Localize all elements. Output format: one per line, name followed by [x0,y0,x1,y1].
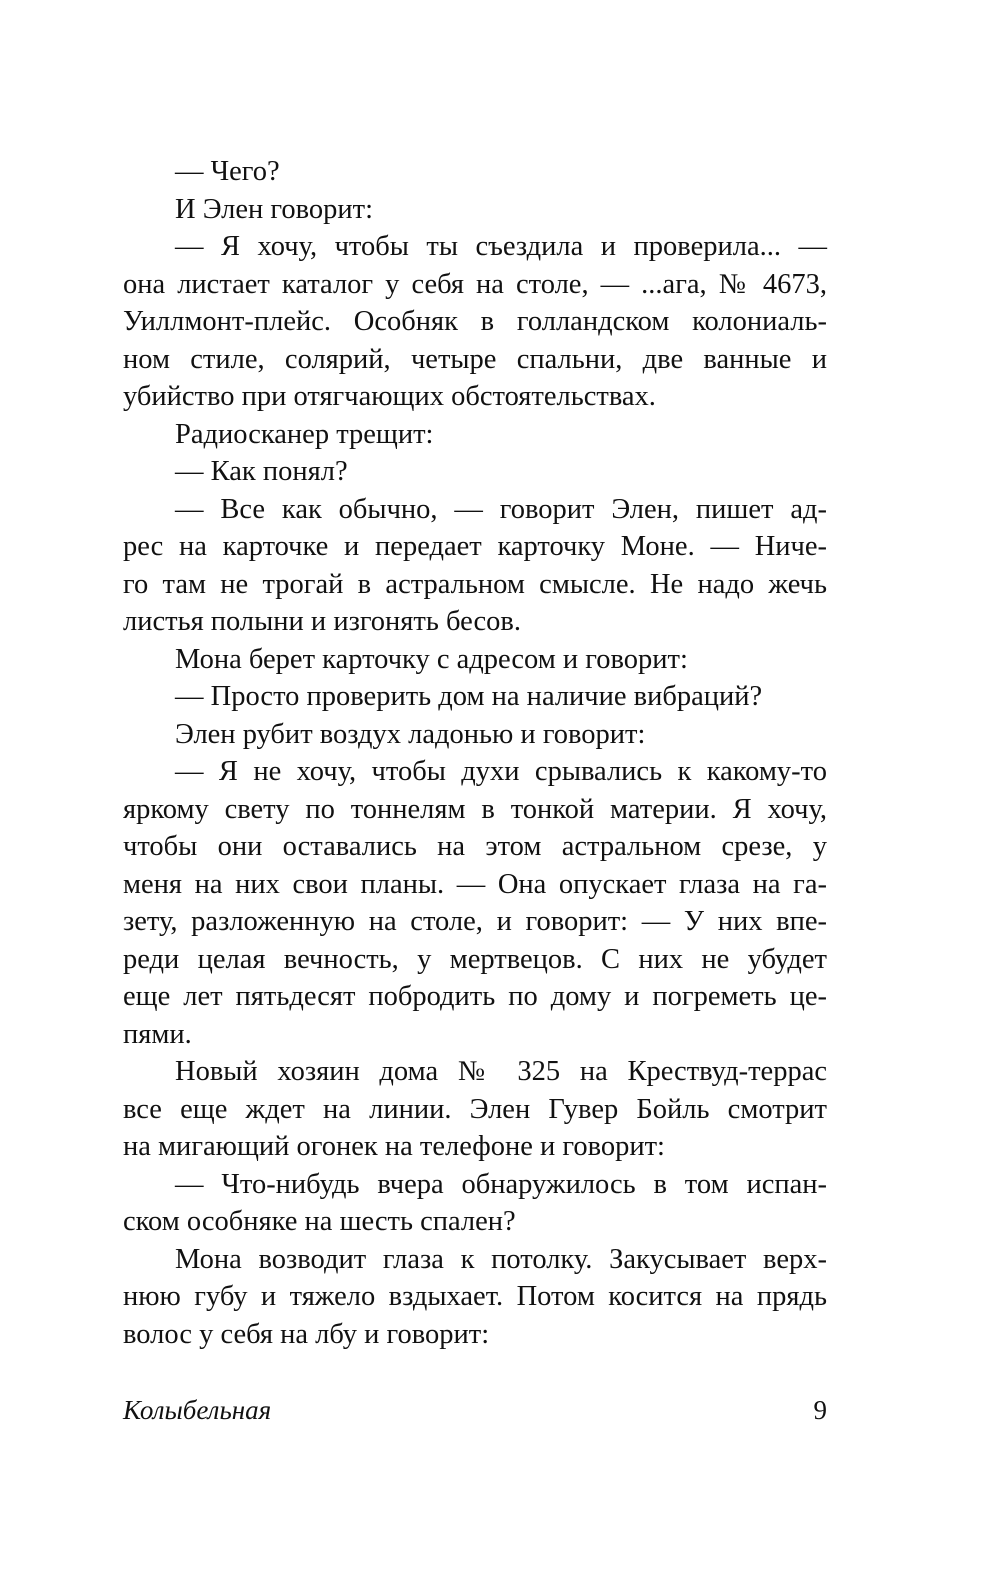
text-line: го там не трогай в астральном смысле. Не надо жечь [123,568,827,600]
text-line: волос у себя на лбу и говорит: [123,1318,490,1350]
text-line: — Что-нибудь вчера обнаружилось в том испан- [175,1168,827,1200]
body-text [123,153,827,1353]
text-line: Элен рубит воздух ладонью и говорит: [175,718,646,750]
text-line: чтобы они оставались на этом астральном срезе, у [123,831,827,862]
text-line: — Я не хочу, чтобы духи срывались к какому-то [175,756,827,787]
text-line: меня на них свои планы. — Она опускает глаза на га- [123,868,827,900]
text-line: реди целая вечность, у мертвецов. С них не убудет [123,943,827,975]
text-line: убийство при отягчающих обстоятельствах. [123,381,656,412]
text-line: — Я хочу, чтобы ты съездила и проверила... — [175,231,827,262]
text-line: зету, разложенную на столе, и говорит: — У них впе- [123,906,827,937]
text-line: на мигающий огонек на телефоне и говорит: [123,1131,665,1162]
page-number: 9 [813,1395,827,1425]
text-line: рес на карточке и передает карточку Моне. — Ниче- [123,531,827,562]
text-line: — Все как обычно, — говорит Элен, пишет ад- [175,493,827,525]
text-line: — Чего? [175,156,280,187]
text-line: Новый хозяин дома № 325 на Крествуд-террас [175,1056,827,1087]
text-line: пями. [123,1018,192,1050]
text-line: Мона берет карточку с адресом и говорит: [175,643,688,675]
text-line: — Просто проверить дом на наличие вибраций? [175,681,763,712]
text-line: все еще ждет на линии. Элен Гувер Бойль смотрит [123,1093,827,1125]
text-line: нюю губу и тяжело вздыхает. Потом косится на прядь [123,1281,827,1312]
text-line: листья полыни и изгонять бесов. [123,606,521,637]
text-line: еще лет пятьдесят побродить по дому и погреметь це- [123,981,827,1012]
page-footer [123,1390,827,1430]
text-line: ском особняке на шесть спален? [123,1206,516,1237]
text-line: яркому свету по тоннелям в тонкой материи. Я хочу, [123,793,827,825]
text-line: Мона возводит глаза к потолку. Закусывает верх- [175,1243,827,1275]
text-line: ном стиле, солярий, четыре спальни, две ванные и [123,343,827,375]
text-line: Уиллмонт-плейс. Особняк в голландском колониаль- [123,306,827,337]
text-line: И Элен говорит: [175,193,374,225]
text-line: Радиосканер трещит: [175,418,434,450]
running-title: Колыбельная [123,1395,272,1425]
text-line: она листает каталог у себя на столе, — ...ага, № 4673, [123,268,827,300]
text-line: — Как понял? [175,456,348,487]
